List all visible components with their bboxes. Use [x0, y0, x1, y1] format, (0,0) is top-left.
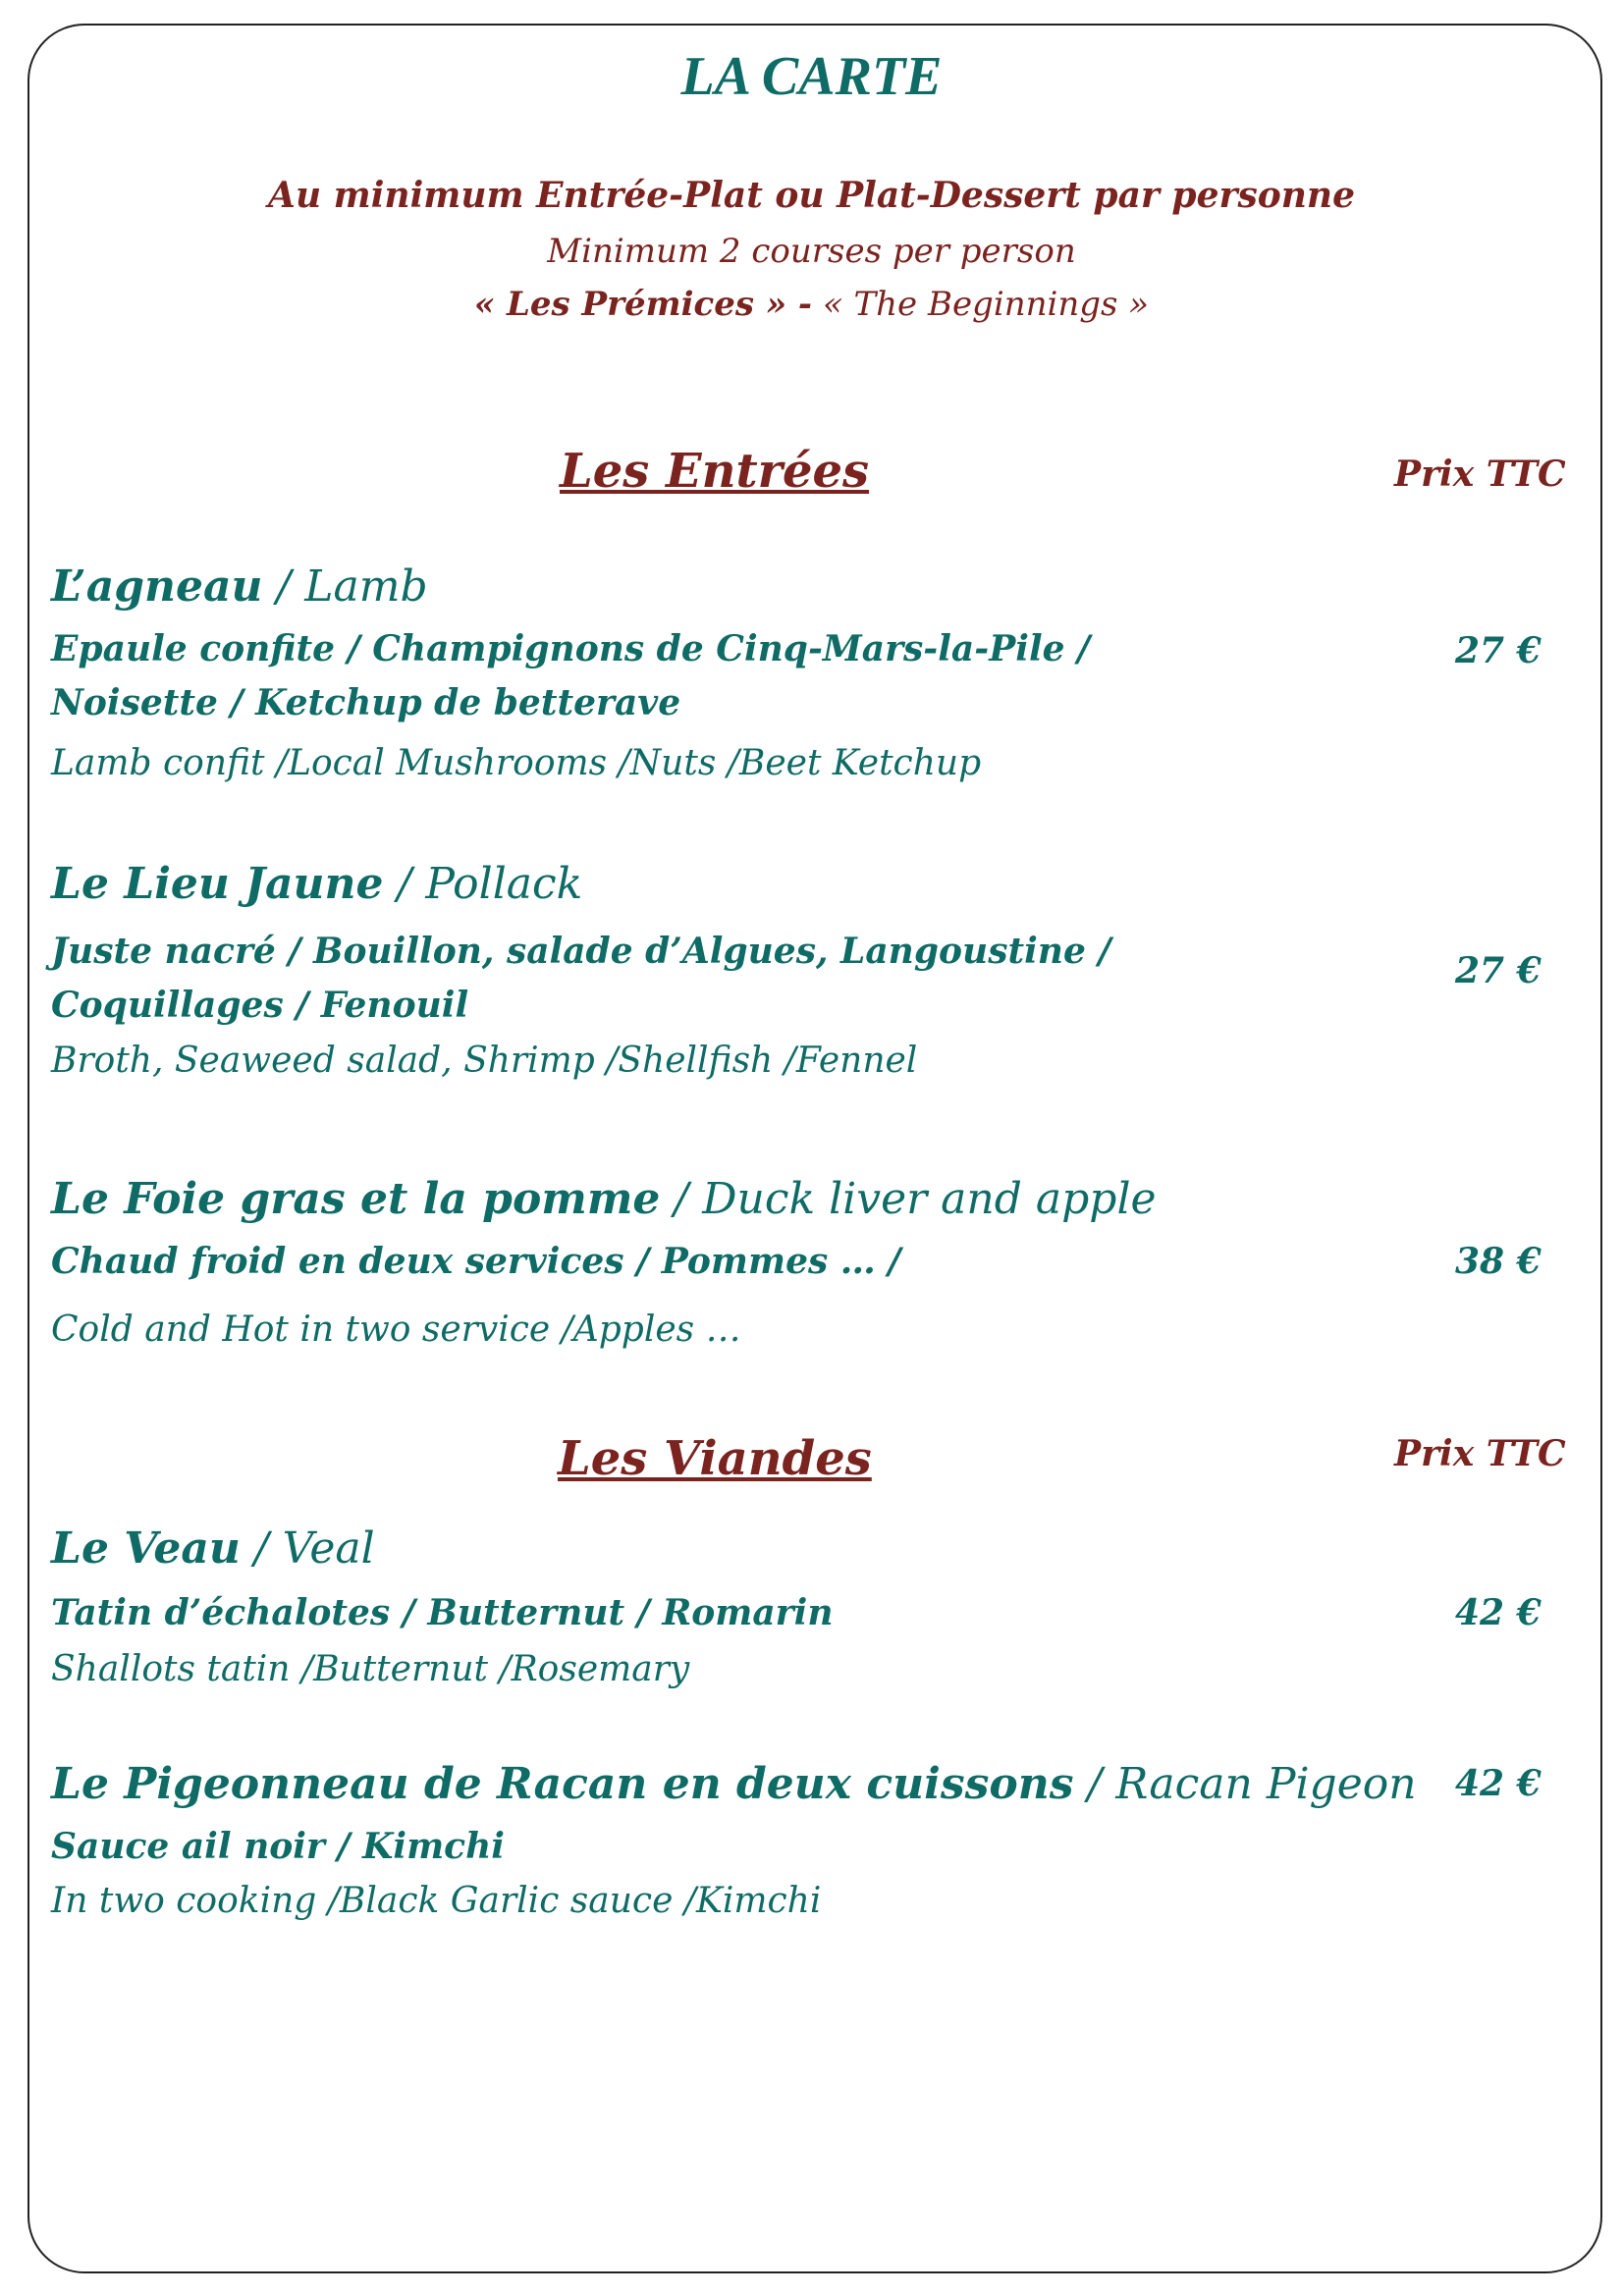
menu-name	[0, 285, 1623, 324]
menu-border	[27, 24, 1602, 2273]
dish-name-en: / Lamb	[262, 561, 428, 612]
dish-description-fr: Juste nacré / Bouillon, salade d’Algues, Langoustine /	[51, 931, 1111, 972]
dish-name-en: / Duck liver and apple	[660, 1174, 1157, 1224]
dish-name-en: / Racan Pigeon	[1073, 1759, 1417, 1809]
dish-title	[51, 1174, 1157, 1224]
dish-name-fr: Le Lieu Jaune	[51, 859, 384, 909]
dish-name-fr: Le Pigeonneau de Racan en deux cuissons	[51, 1759, 1074, 1809]
dish-title	[51, 1759, 1417, 1809]
dish-title	[51, 1523, 375, 1574]
menu-title: LA CARTE	[680, 46, 943, 107]
menu-name-en: « The Beginnings »	[812, 285, 1150, 324]
dish-description-en: Shallots tatin /Butternut /Rosemary	[51, 1649, 690, 1689]
dish-title	[51, 859, 582, 909]
dish-price: 42 €	[1455, 1592, 1542, 1633]
price-header-entrees: Prix TTC	[1394, 454, 1566, 495]
dish-description-fr: Coquillages / Fenouil	[51, 985, 469, 1026]
dish-price: 38 €	[1455, 1241, 1542, 1282]
dish-description-fr: Tatin d’échalotes / Butternut / Romarin	[51, 1592, 834, 1633]
dish-description-fr: Sauce ail noir / Kimchi	[51, 1826, 505, 1867]
dish-description-fr: Epaule confite / Champignons de Cinq-Mars-la-Pile /	[51, 628, 1091, 669]
dish-name-en: / Veal	[240, 1523, 375, 1574]
dish-price: 27 €	[1455, 950, 1542, 991]
dish-price: 42 €	[1455, 1763, 1542, 1804]
dish-description-en: Broth, Seaweed salad, Shrimp /Shellfish /Fennel	[51, 1041, 918, 1081]
section-heading-entrees: Les Entrées	[560, 444, 870, 499]
dish-description-fr: Chaud froid en deux services / Pommes … /	[51, 1241, 901, 1282]
minimum-order-fr: Au minimum Entrée-Plat ou Plat-Dessert par personne	[268, 175, 1355, 216]
dish-name-fr: L’agneau	[51, 561, 263, 612]
minimum-order-en: Minimum 2 courses per person	[547, 232, 1076, 271]
section-heading-viandes: Les Viandes	[558, 1431, 872, 1486]
dish-name-en: / Pollack	[383, 859, 583, 909]
dish-description-en: Cold and Hot in two service /Apples …	[51, 1309, 741, 1350]
dish-description-en: Lamb confit /Local Mushrooms /Nuts /Beet Ketchup	[51, 743, 982, 783]
dish-price: 27 €	[1455, 630, 1542, 671]
dish-description-en: In two cooking /Black Garlic sauce /Kimchi	[51, 1881, 822, 1921]
dish-description-fr: Noisette / Ketchup de betterave	[51, 682, 681, 723]
menu-name-fr: « Les Prémices » -	[473, 285, 813, 324]
price-header-viandes: Prix TTC	[1394, 1433, 1566, 1474]
dish-title	[51, 561, 428, 612]
dish-name-fr: Le Foie gras et la pomme	[51, 1174, 661, 1224]
dish-name-fr: Le Veau	[51, 1523, 241, 1574]
